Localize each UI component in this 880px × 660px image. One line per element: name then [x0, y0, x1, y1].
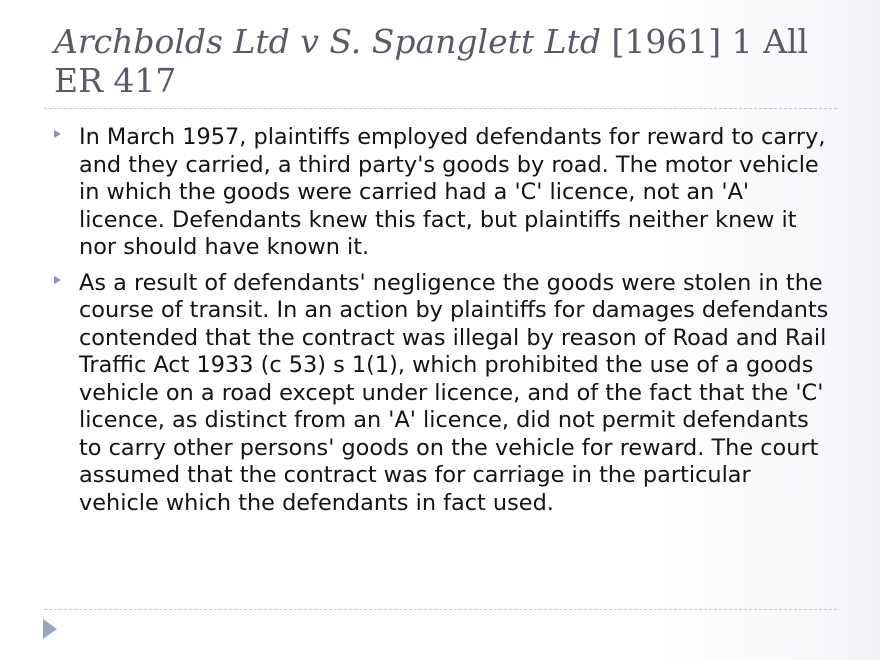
bullet-item — [52, 124, 837, 262]
case-citation: [1961] 1 All ER 417 — [54, 22, 809, 100]
bullet-text: In March 1957, plaintiffs employed defendants for reward to carry, and they carried, a third party's goods by road. The motor vehicle in which the goods were carried had a 'C' licence, not an 'A' licence. Defendants knew this fact, but plaintiffs neither knew it nor should have known it. — [79, 124, 826, 260]
bullet-list — [52, 124, 837, 525]
case-name: Archbolds Ltd v S. Spanglett Ltd — [54, 22, 601, 61]
triangle-bullet-icon — [54, 130, 61, 138]
bullet-item — [52, 270, 837, 518]
next-slide-arrow-icon[interactable] — [43, 619, 57, 639]
title-divider — [44, 108, 837, 109]
slide-title — [54, 22, 834, 100]
triangle-bullet-icon — [54, 276, 61, 284]
footer-divider — [44, 609, 837, 610]
bullet-text: As a result of defendants' negligence the goods were stolen in the course of transit. In an action by plaintiffs for damages defendants contended that the contract was illegal by reason of Road and Rail Traffic Act 1933 (c 53) s 1(1), which prohibited the use of a goods vehicle on a road except under licence, and of the fact that the 'C' licence, as distinct from an 'A' licence, did not permit defendants to carry other persons' goods on the vehicle for reward. The court assumed that the contract was for carriage in the particular vehicle which the defendants in fact used. — [79, 269, 829, 516]
